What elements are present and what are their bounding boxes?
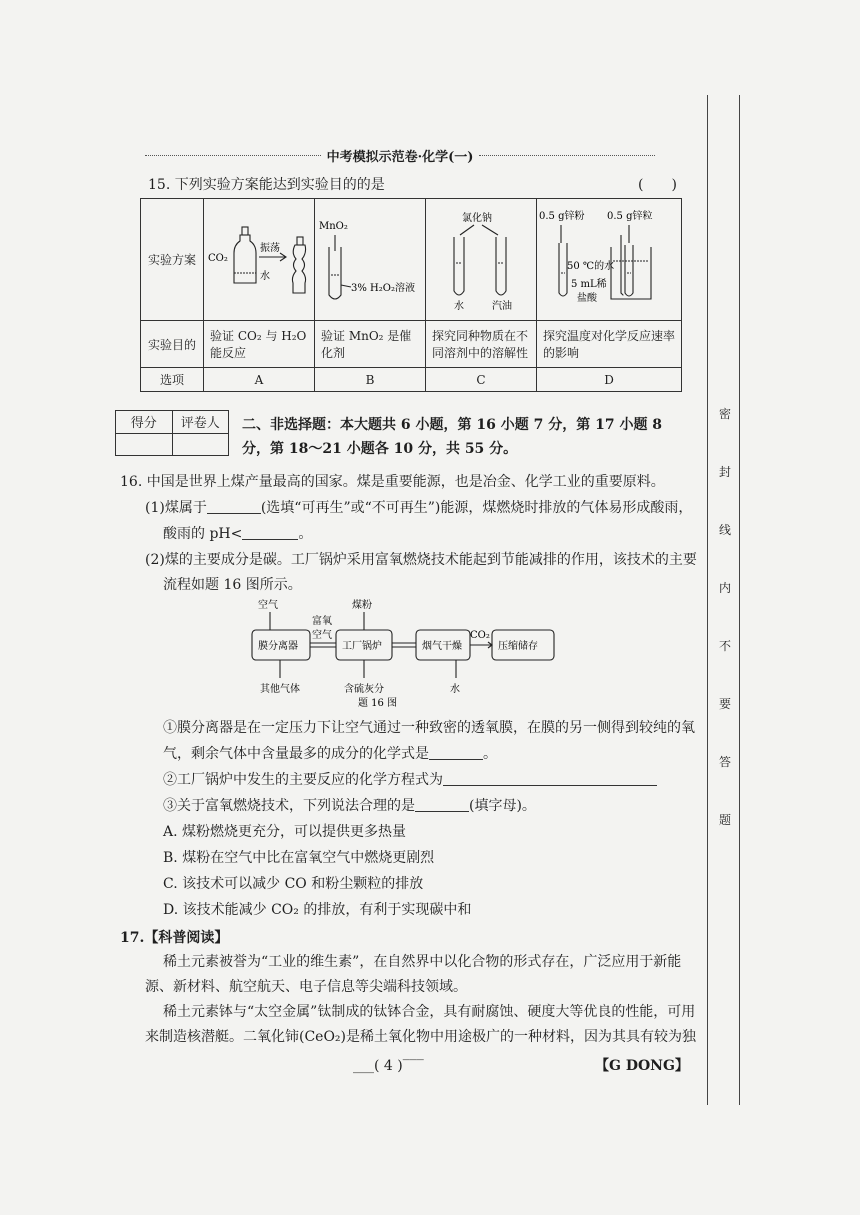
page-number: ___( 4 )‾‾‾: [353, 1058, 424, 1074]
q16-flow-diagram: [240, 594, 570, 710]
q16-choice-a: A. 煤粉燃烧更充分，可以提供更多热量: [163, 824, 407, 840]
q16-blank-5[interactable]: [415, 797, 469, 812]
figure-c-cell: [426, 199, 537, 321]
q16-sub3: ③关于富氧燃烧技术，下列说法合理的是 (填字母)。: [163, 798, 536, 814]
label-water-a: 水: [260, 271, 270, 282]
q16-part2-line1: (2)煤的主要成分是碳。工厂锅炉采用富氧燃烧技术能起到节能减排的作用，该技术的主要: [145, 552, 697, 568]
q16-blank-4[interactable]: [443, 771, 657, 786]
figure-b-tube: [315, 201, 427, 318]
label-water-c: 水: [454, 301, 464, 312]
q16-choice-b: B. 煤粉在空气中比在富氧空气中燃烧更剧烈: [163, 850, 435, 866]
flow-box-2: 工厂锅炉: [342, 641, 382, 652]
flow-rich1: 富氧: [312, 616, 332, 627]
q16-part2-line2: 流程如题 16 图所示。: [163, 577, 302, 593]
page-header: [145, 146, 655, 165]
q16-intro: 16. 中国是世界上煤产量最高的国家。煤是重要能源，也是冶金、化学工业的重要原料。: [120, 474, 665, 490]
q16-sub1-line1: ①膜分离器是在一定压力下让空气通过一种致密的透氧膜，在膜的另一侧得到较纯的氧: [163, 720, 695, 736]
score-box: [115, 410, 229, 456]
purpose-c: 探究同种物质在不同溶剂中的溶解性: [426, 321, 537, 368]
figure-a-bottles: [204, 201, 322, 318]
row-label-purpose: 实验目的: [141, 321, 204, 368]
purpose-b: 验证 MnO₂ 是催化剂: [315, 321, 426, 368]
q16-blank-3[interactable]: [429, 745, 483, 760]
q16-blank-1[interactable]: [207, 499, 261, 514]
flow-box-1: 膜分离器: [258, 641, 298, 652]
row-label-option: 选项: [141, 368, 204, 392]
table-row-purpose: [141, 321, 682, 368]
label-h2o2: 3% H₂O₂溶液: [351, 283, 415, 294]
q16-part1-line2: 酸雨的 pH< 。: [163, 526, 313, 542]
figure-c-tubes: [426, 201, 538, 318]
q17-line-3: 稀土元素钵与“太空金属”钛制成的钛钵合金，具有耐腐蚀、硬度大等优良的性能，可用: [163, 1004, 696, 1020]
binding-notice: 密 封 线 内 不 要 答 题: [718, 407, 731, 827]
option-d: D: [537, 368, 682, 392]
row-label-scheme: 实验方案: [141, 199, 204, 321]
figure-d-cell: [537, 199, 682, 321]
brand-mark: 【G DONG】: [595, 1058, 689, 1074]
flow-ash: 含硫灰分: [344, 684, 384, 695]
label-zinc-granule: 0.5 g锌粒: [607, 211, 653, 222]
option-c: C: [426, 368, 537, 392]
label-mno2: MnO₂: [319, 221, 348, 232]
q16-blank-2[interactable]: [242, 525, 298, 540]
q16-sub2: ②工厂锅炉中发生的主要反应的化学方程式为: [163, 770, 657, 790]
q17-heading: 17.【科普阅读】: [120, 930, 229, 946]
label-co2: CO₂: [208, 253, 228, 264]
q17-line-1: 稀土元素被誉为“工业的维生素”，在自然界中以化合物的形式存在，广泛应用于新能: [163, 954, 682, 970]
option-a: A: [204, 368, 315, 392]
binding-line-right: [739, 95, 740, 1105]
header-dots-right: [479, 155, 655, 156]
page-title: 中考模拟示范卷·化学(一): [326, 150, 474, 165]
flow-other-gas: 其他气体: [260, 684, 300, 695]
label-salt: 氯化钠: [462, 213, 492, 224]
label-hot-water: 50 ℃的水: [567, 261, 615, 272]
flow-box-4: 压缩储存: [498, 641, 538, 652]
flow-coal: 煤粉: [352, 600, 372, 611]
flow-water: 水: [450, 684, 460, 695]
option-b: B: [315, 368, 426, 392]
q16-sub1-line2: 气，剩余气体中含量最多的成分的化学式是 。: [163, 746, 497, 762]
q16-part1-line1: (1)煤属于 (选填“可再生”或“不可再生”)能源，煤燃烧时排放的气体易形成酸雨，: [145, 500, 693, 516]
figure-a-cell: [204, 199, 315, 321]
table-row-scheme: [141, 199, 682, 321]
q16-choice-d: D. 该技术能减少 CO₂ 的排放，有利于实现碳中和: [163, 902, 472, 918]
flow-caption: 题 16 图: [358, 698, 398, 709]
q17-line-4: 来制造核潜艇。二氧化铈(CeO₂)是稀土氧化物中用途极广的一种材料，因为其具有较为独: [145, 1029, 697, 1045]
q15-answer-paren: ( ): [638, 177, 677, 193]
flow-box-3: 烟气干燥: [422, 641, 462, 652]
label-zinc-powder: 0.5 g锌粉: [539, 211, 585, 222]
label-oil: 汽油: [492, 301, 512, 312]
flow-rich2: 空气: [312, 630, 332, 641]
q16-choice-c: C. 该技术可以减少 CO 和粉尘颗粒的排放: [163, 876, 424, 892]
flow-air: 空气: [258, 600, 278, 611]
label-acid: 盐酸: [577, 293, 597, 304]
flow-co2: CO₂: [470, 630, 490, 641]
label-shake: 振荡: [260, 243, 280, 254]
score-field[interactable]: [116, 434, 172, 456]
binding-line-left: [707, 95, 708, 1105]
figure-b-cell: [315, 199, 426, 321]
q15-stem: 15. 下列实验方案能达到实验目的的是: [148, 177, 385, 193]
figure-d-beaker: [537, 201, 669, 318]
table-row-option: [141, 368, 682, 392]
grader-field[interactable]: [172, 434, 229, 456]
score-label: 得分: [130, 416, 157, 432]
purpose-d: 探究温度对化学反应速率的影响: [537, 321, 682, 368]
grader-label: 评卷人: [172, 411, 229, 433]
experiment-table: [140, 198, 682, 392]
purpose-a: 验证 CO₂ 与 H₂O 能反应: [204, 321, 315, 368]
section-2-heading: 二、非选择题：本大题共 6 小题，第 16 小题 7 分，第 17 小题 8 分，第 18～21 小题各 10 分，共 55 分。: [242, 417, 663, 457]
q17-line-2: 源、新材料、航空航天、电子信息等尖端科技领域。: [145, 979, 467, 995]
label-acid-vol: 5 mL稀: [571, 279, 607, 290]
header-dots-left: [145, 155, 321, 156]
